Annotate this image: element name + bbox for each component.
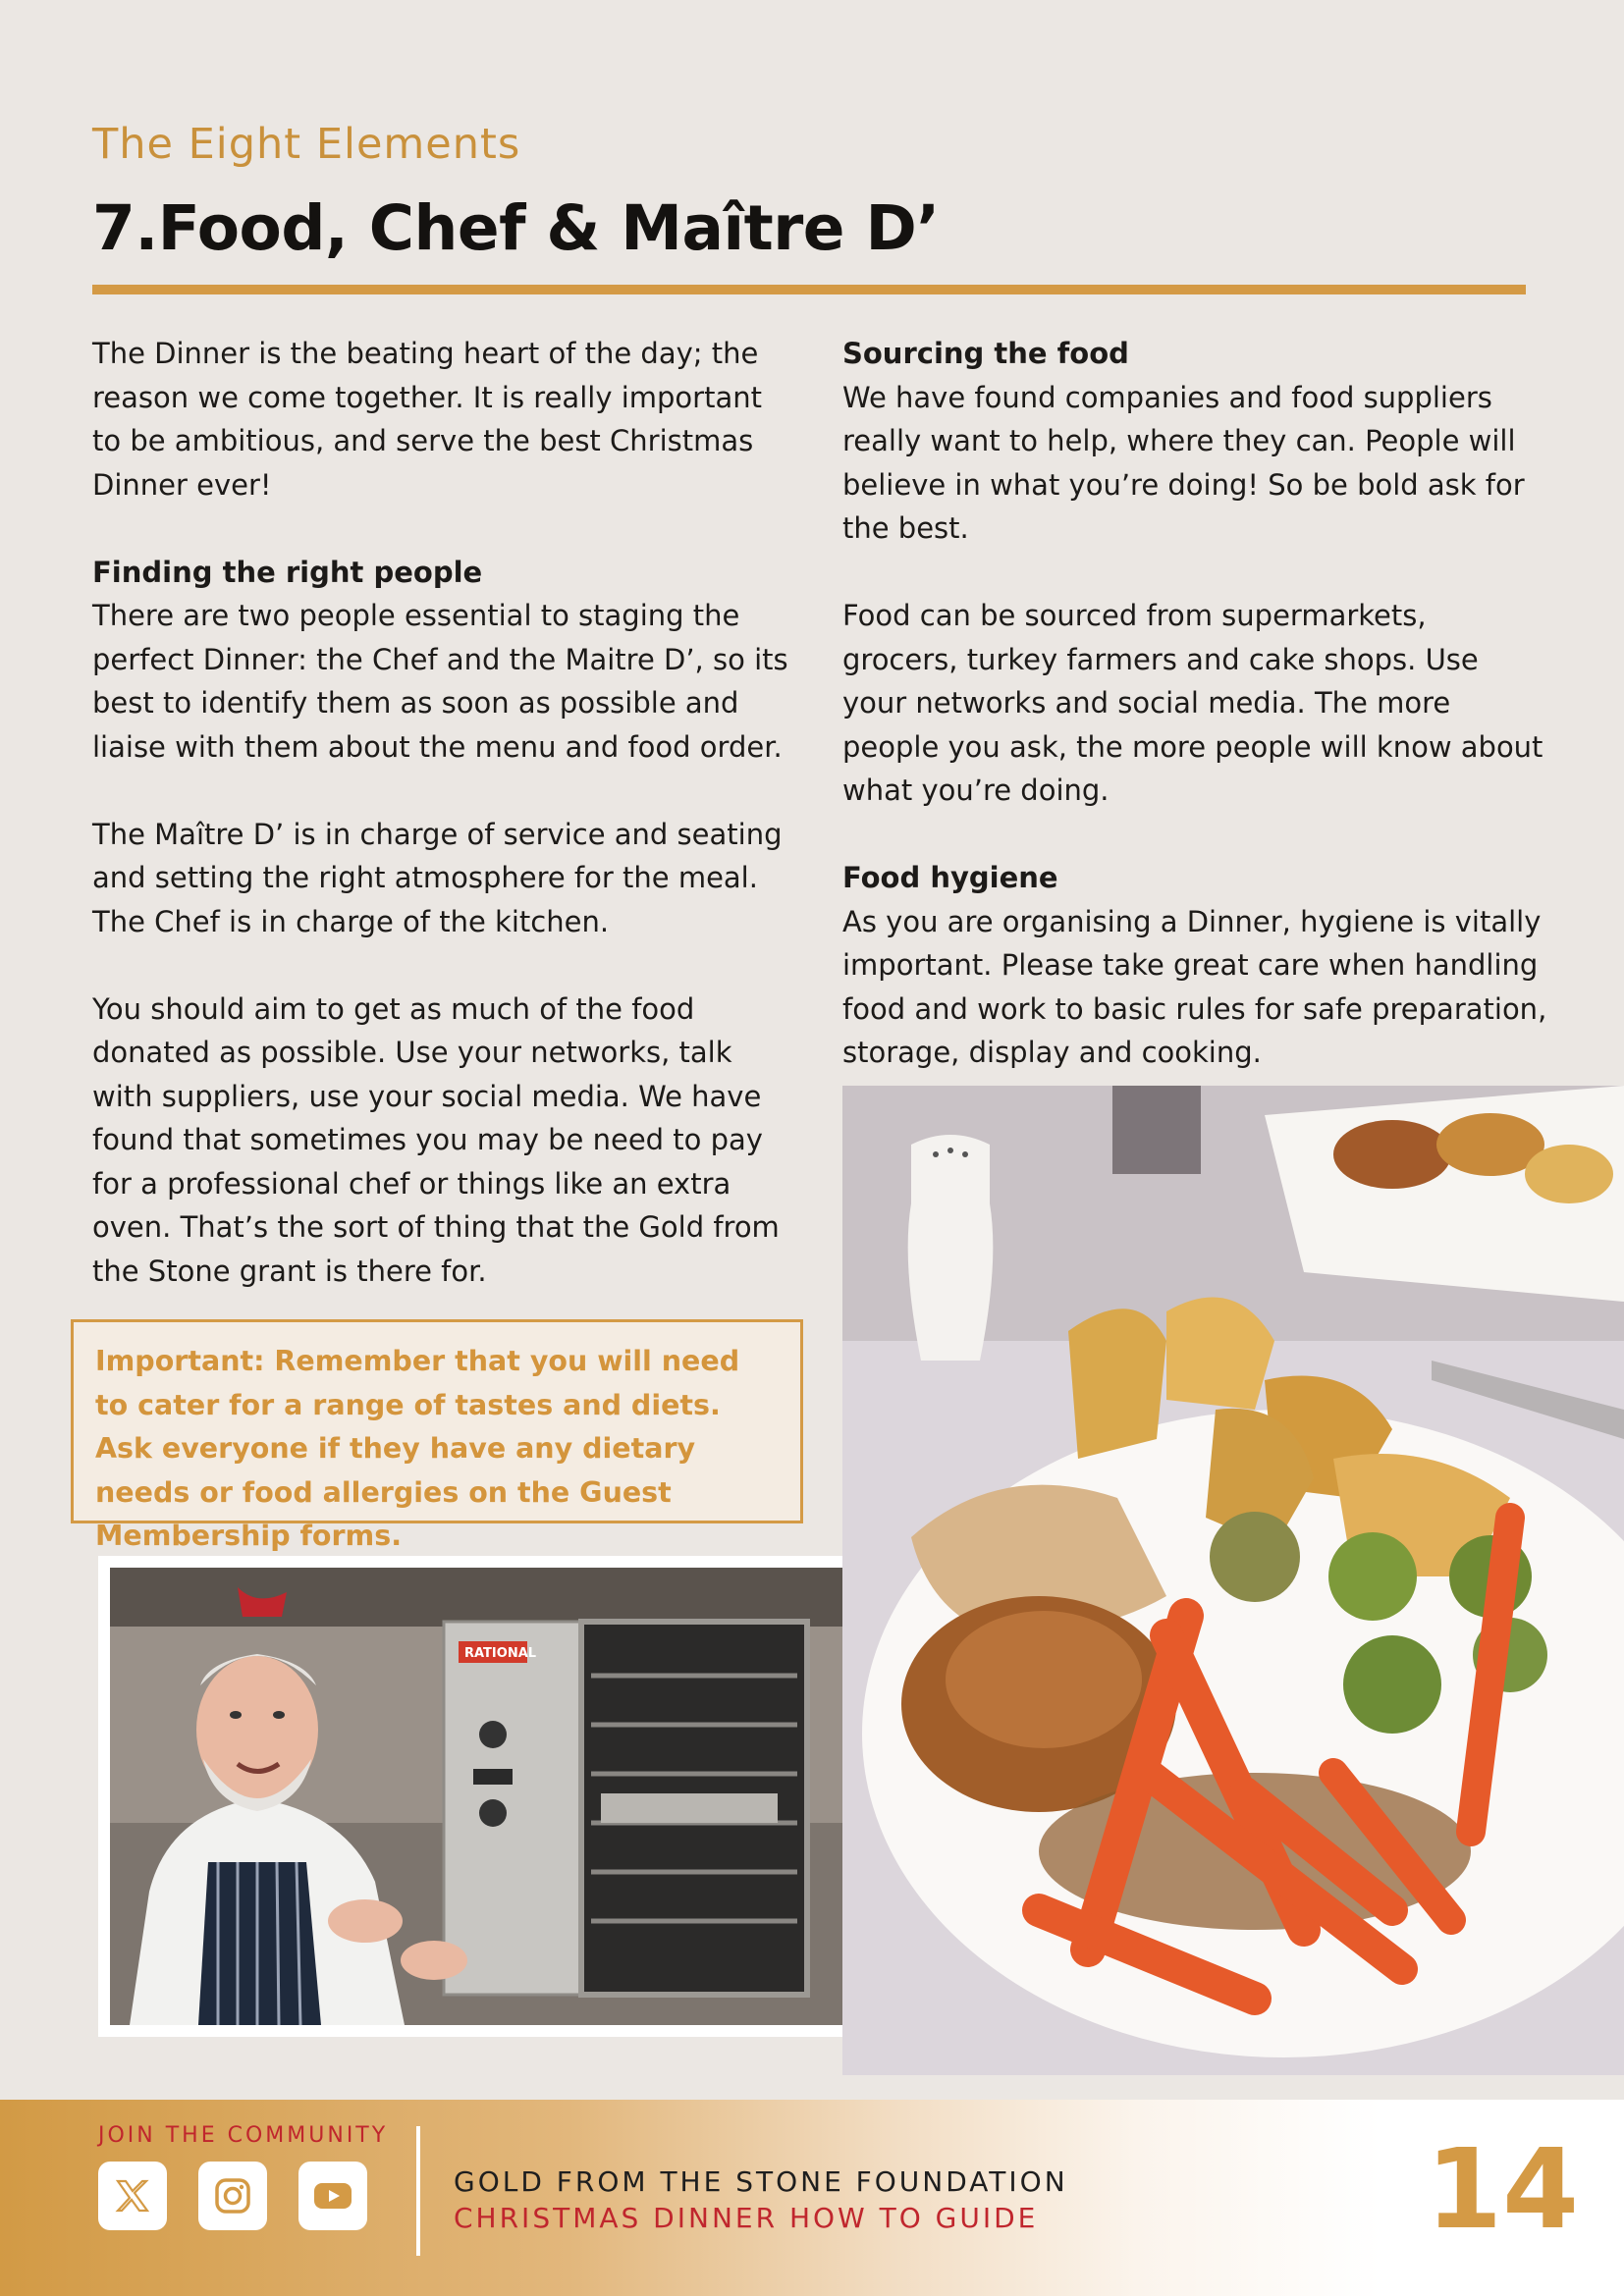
chef-photo <box>110 1568 892 2025</box>
page-title: 7.Food, Chef & Maître D’ <box>92 192 940 264</box>
sourcing-body: We have found companies and food suppliers really want to help, where they can. People will believe in what you’re doing! So be bold ask for the best. <box>842 380 1525 545</box>
hygiene-body: As you are organising a Dinner, hygiene is vitally important. Please take great care when handling food and work to basic rules for safe preparation, storage, display and cooking. <box>842 904 1547 1069</box>
section-kicker: The Eight Elements <box>92 120 521 169</box>
chef-photo-frame <box>98 1556 903 2037</box>
x-icon[interactable] <box>98 2162 167 2230</box>
title-divider <box>92 285 1526 294</box>
donations-paragraph: You should aim to get as much of the food donated as possible. Use your networks, talk with suppliers, use your social media. We have found that sometimes you may be need to pay for a professional chef or things like an extra oven. That’s the sort of thing that the Gold from the Stone grant is there for. <box>92 991 780 1288</box>
important-callout: Important: Remember that you will need to cater for a range of tastes and diets. Ask everyone if they have any dietary needs or food allergies on the Guest Membership forms. <box>71 1319 803 1523</box>
intro-paragraph: The Dinner is the beating heart of the day; the reason we come together. It is really important to be ambitious, and serve the best Christmas Dinner ever! <box>92 337 762 502</box>
right-column <box>842 332 1549 1118</box>
left-column <box>92 332 799 1337</box>
instagram-icon[interactable] <box>198 2162 267 2230</box>
org-name: GOLD FROM THE STONE FOUNDATION <box>454 2165 1068 2198</box>
maitre-d-paragraph: The Maître D’ is in charge of service and seating and setting the right atmosphere for the meal. The Chef is in charge of the kitchen. <box>92 817 783 938</box>
oven-brand-label: RATIONAL <box>464 1646 537 1661</box>
join-community-label: JOIN THE COMMUNITY <box>98 2123 389 2148</box>
page-number: 14 <box>1426 2126 1579 2254</box>
footer-divider <box>416 2126 420 2256</box>
youtube-icon[interactable] <box>298 2162 367 2230</box>
hygiene-heading: Food hygiene <box>842 861 1058 894</box>
roast-dinner-photo <box>842 1086 1624 2075</box>
sourcing-paragraph-2: Food can be sourced from supermarkets, grocers, turkey farmers and cake shops. Use your networks and social media. The more people you ask, the more people will know about what you’re doing. <box>842 599 1543 807</box>
chef-illustration <box>110 1568 892 2025</box>
finding-people-heading: Finding the right people <box>92 555 483 589</box>
sourcing-heading: Sourcing the food <box>842 337 1129 370</box>
roast-dinner-illustration <box>842 1086 1624 2075</box>
finding-people-body: There are two people essential to staging the perfect Dinner: the Chef and the Maitre D’, so its best to identify them as soon as possible and liaise with them about the menu and food order. <box>92 599 788 764</box>
guide-name: CHRISTMAS DINNER HOW TO GUIDE <box>454 2202 1039 2234</box>
